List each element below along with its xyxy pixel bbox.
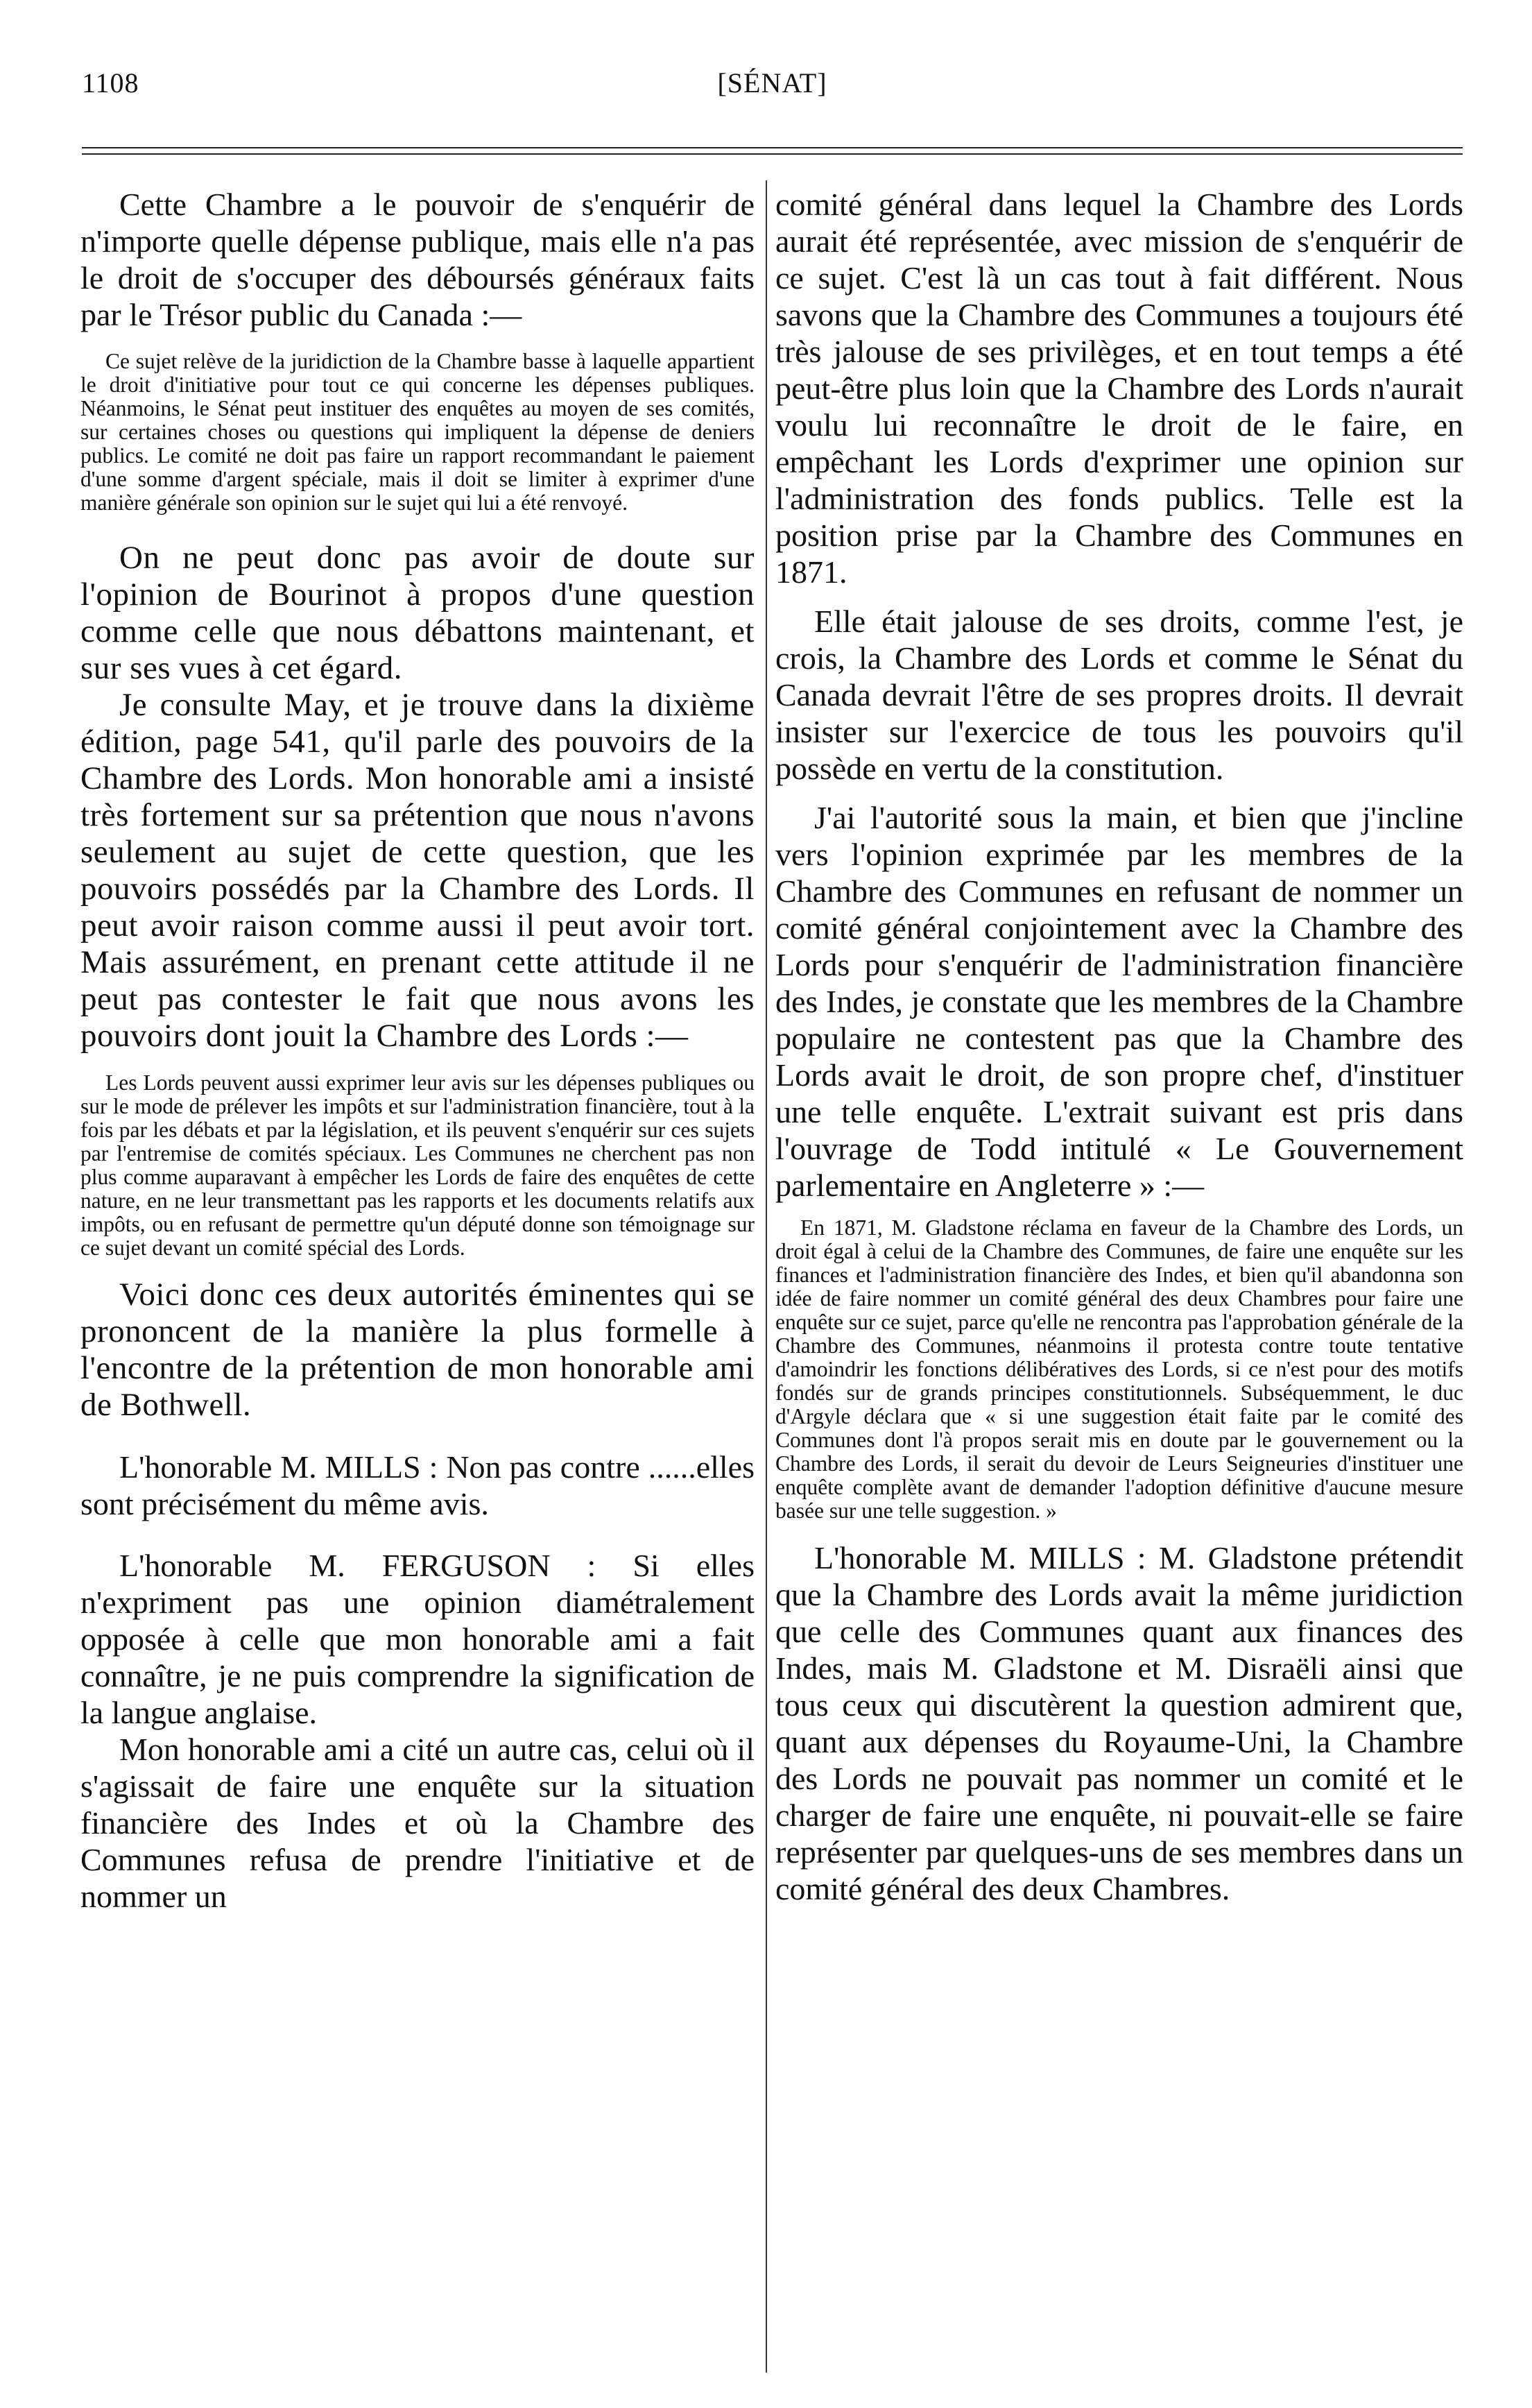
- left-paragraph-ferguson: L'honorable M. FERGUSON : Si elles n'expriment pas une opinion diamétralement opposée à celle que mon honorable ami a fait connaître, je ne puis comprendre la signification de la langue anglaise.: [80, 1548, 755, 1730]
- column-divider: [766, 180, 767, 2373]
- page-number: 1108: [82, 67, 139, 99]
- right-paragraph-3: J'ai l'autorité sous la main, et bien que j'incline vers l'opinion exprimée par les membres de la Chambre des Communes en refusant de nommer un comité général conjointement avec la Chambre des Lords pour s'enquérir de l'administration financière des Indes, je constate que les membres de la Chambre populaire ne contestent pas que la Chambre des Lords avait le droit, de son propre chef, d'instituer une telle enquête. L'extrait suivant est pris dans l'ouvrage de Todd intitulé « Le Gouvernement parlementaire en Angleterre » :—: [775, 800, 1463, 1203]
- left-paragraph-mills: L'honorable M. MILLS : Non pas contre ......elles sont précisément du même avis.: [80, 1449, 755, 1521]
- left-quote-bourinot: Ce sujet relève de la juridiction de la Chambre basse à laquelle appartient le droit d'initiative pour tout ce qui concerne les dépenses publiques. Néanmoins, le Sénat peut instituer des enquêtes au moyen de ses comités, sur certaines choses ou questions qui impliquent la dépense de deniers publics. Le comité ne doit pas faire un rapport recommandant le paiement d'une somme d'argent spéciale, mais il doit se limiter à exprimer d'une manière générale son opinion sur le sujet qui lui a été renvoyé.: [80, 349, 755, 515]
- left-paragraph-5: Mon honorable ami a cité un autre cas, celui où il s'agissait de faire une enquête sur la situation financière des Indes et où la Chambre des Communes refusa de prendre l'initiative et de nommer un: [80, 1732, 755, 1914]
- left-column: [80, 186, 755, 1915]
- left-paragraph-4: Voici donc ces deux autorités éminentes qui se prononcent de la manière la plus formelle à l'encontre de la prétention de mon honorable ami de Bothwell.: [80, 1276, 755, 1423]
- page-header: [82, 67, 1463, 115]
- left-paragraph-2: On ne peut donc pas avoir de doute sur l'opinion de Bourinot à propos d'une question comme celle que nous débattons maintenant, et sur ses vues à cet égard.: [80, 540, 755, 686]
- left-paragraph-3: Je consulte May, et je trouve dans la dixième édition, page 541, qu'il parle des pouvoirs de la Chambre des Lords. Mon honorable ami a insisté très fortement sur sa prétention que nous n'avons seulement au sujet de cette question, que les pouvoirs possédés par la Chambre des Lords. Il peut avoir raison comme aussi il peut avoir tort. Mais assurément, en prenant cette attitude il ne peut pas contester le fait que nous avons les pouvoirs dont jouit la Chambre des Lords :—: [80, 687, 755, 1054]
- right-column: [775, 186, 1463, 1907]
- right-quote-todd: En 1871, M. Gladstone réclama en faveur de la Chambre des Lords, un droit égal à celui de la Chambre des Communes, de faire une enquête sur les finances et l'administration financière des Indes, et bien qu'il abandonna son idée de faire nommer un comité général des deux Chambres pour faire une enquête sur ce sujet, parce qu'elle ne rencontra pas l'approbation générale de la Chambre des Communes, néanmoins il protesta contre toute tentative d'amoindrir les fonctions délibératives des Lords, si ce n'est pour des motifs fondés sur de grands principes constitutionnels. Subséquemment, le duc d'Argyle déclara que « si une suggestion était faite par le comité des Communes dont l'à propos serait mis en doute par le gouvernement ou la Chambre des Lords, il serait du devoir de Leurs Seigneuries d'instituer une enquête complète avant de demander l'adoption définitive d'aucune mesure basée sur une telle suggestion. »: [775, 1215, 1463, 1523]
- running-title: [SÉNAT]: [717, 67, 827, 99]
- left-quote-may: Les Lords peuvent aussi exprimer leur avis sur les dépenses publiques ou sur le mode de prélever les impôts et sur l'administration financière, tout à la fois par les débats et par la législation, et ils peuvent s'enquérir sur ces sujets par l'entremise de comités spéciaux. Les Communes ne cherchent pas non plus comme auparavant à empêcher les Lords de faire des enquêtes de cette nature, en ne leur transmettant pas les rapports et les documents relatifs aux impôts, ou en refusant de permettre qu'un député donne son témoignage sur ce sujet devant un comité spécial des Lords.: [80, 1070, 755, 1260]
- right-paragraph-1: comité général dans lequel la Chambre des Lords aurait été représentée, avec mission de s'enquérir de ce sujet. C'est là un cas tout à fait différent. Nous savons que la Chambre des Communes a toujours été très jalouse de ses privilèges, et en tout temps a été peut-être plus loin que la Chambre des Lords n'aurait voulu lui reconnaître le droit de le faire, en empêchant les Lords d'exprimer une opinion sur l'administration des fonds publics. Telle est la position prise par la Chambre des Communes en 1871.: [775, 187, 1463, 590]
- right-paragraph-mills: L'honorable M. MILLS : M. Gladstone prétendit que la Chambre des Lords avait la même juridiction que celle des Communes quant aux finances des Indes, mais M. Gladstone et M. Disraëli ainsi que tous ceux qui discutèrent la question admirent que, quant aux dépenses du Royaume-Uni, la Chambre des Lords ne pouvait pas nommer un comité et le charger de faire une enquête, ni pouvait-elle se faire représenter par quelques-uns de ses membres dans un comité général des deux Chambres.: [775, 1540, 1463, 1906]
- left-paragraph-1: Cette Chambre a le pouvoir de s'enquérir de n'importe quelle dépense publique, mais elle n'a pas le droit de s'occuper des déboursés généraux faits par le Trésor public du Canada :—: [80, 187, 755, 332]
- header-double-rule: [82, 147, 1463, 155]
- right-paragraph-2: Elle était jalouse de ses droits, comme l'est, je crois, la Chambre des Lords et comme le Sénat du Canada devrait l'être de ses propres droits. Il devrait insister sur l'exercice de tous les pouvoirs qu'il possède en vertu de la constitution.: [775, 604, 1463, 786]
